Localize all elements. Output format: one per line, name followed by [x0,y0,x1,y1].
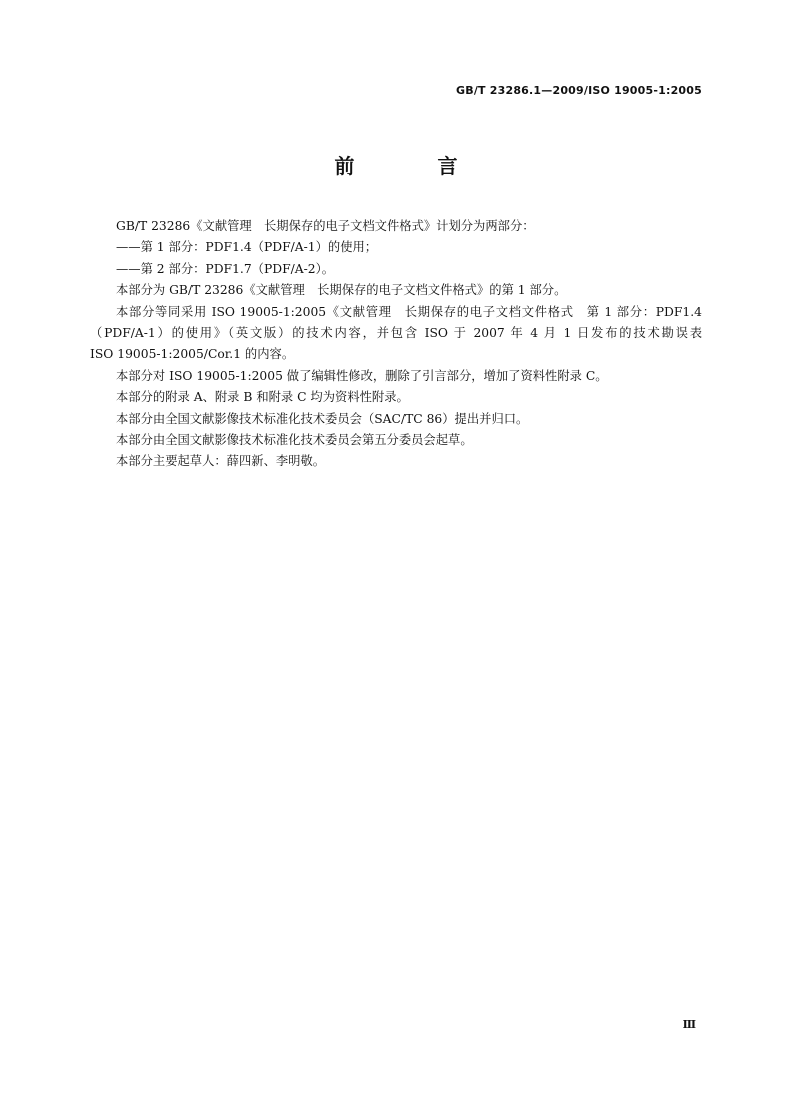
page-title: 前 言 [334,154,496,178]
list-item-part-2: ——第 2 部分：PDF1.7（PDF/A-2）。 [116,261,335,276]
paragraph-part-statement: 本部分为 GB/T 23286《文献管理 长期保存的电子文档文件格式》的第 1 部分。 [116,283,567,298]
paragraph-drafters: 本部分主要起草人：薛四新、李明敬。 [116,454,326,469]
paragraph-modifications: 本部分对 ISO 19005-1:2005 做了编辑性修改，删除了引言部分，增加了资料性附录 C。 [116,368,608,383]
standard-id-header: GB/T 23286.1—2009/ISO 19005-1:2005 [456,84,702,97]
paragraph-series-intro: GB/T 23286《文献管理 长期保存的电子文档文件格式》计划分为两部分： [116,219,535,233]
paragraph-adoption-line-1: 本部分等同采用 ISO 19005-1:2005《文献管理 长期保存的电子文档文件格式 第 1 部分：PDF1.4 [116,304,702,319]
foreword-body [90,216,702,473]
paragraph-adoption-line-2: （PDF/A-1）的使用》（英文版）的技术内容，并包含 ISO 于 2007 年 4 月 1 日发布的技术勘误表 [90,326,702,341]
paragraph-adoption-line-3: ISO 19005-1:2005/Cor.1 的内容。 [90,347,295,362]
list-item-part-1: ——第 1 部分：PDF1.4（PDF/A-1）的使用； [116,240,378,255]
paragraph-proposer: 本部分由全国文献影像技术标准化技术委员会（SAC/TC 86）提出并归口。 [116,411,529,426]
page-number: Ⅲ [682,1018,696,1031]
paragraph-drafting-org: 本部分由全国文献影像技术标准化技术委员会第五分委员会起草。 [116,433,473,448]
paragraph-annexes: 本部分的附录 A、附录 B 和附录 C 均为资料性附录。 [116,390,409,405]
